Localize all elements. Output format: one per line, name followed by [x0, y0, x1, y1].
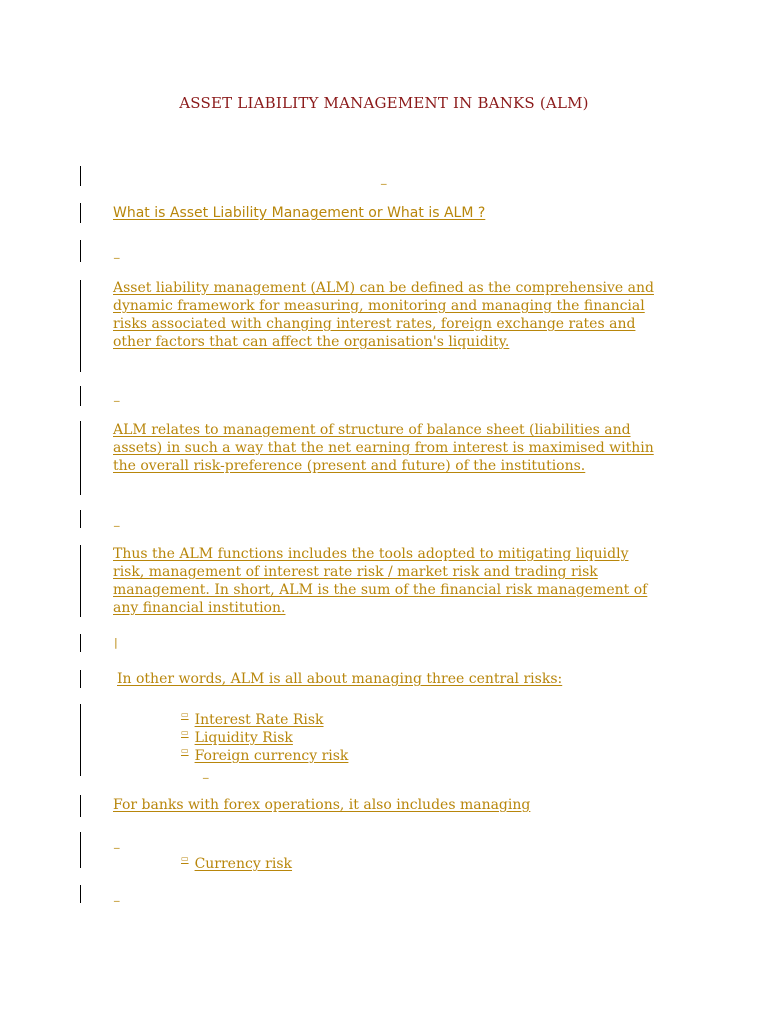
bullet-icon: ▭	[181, 746, 189, 755]
forex-list-item	[181, 850, 292, 873]
margin-bar	[80, 386, 81, 406]
bullet-icon: ▭	[181, 854, 189, 863]
risk-label: Liquidity Risk	[194, 730, 293, 746]
paragraph-alm-functions: Thus the ALM functions includes the tools adopted to mitigating liquidly risk, management of interest rate risk / market risk and trading risk management. In short, ALM is the sum of the financial risk management of any financial institution.	[113, 546, 648, 616]
empty-paragraph-mark: _	[114, 514, 120, 527]
margin-bar	[80, 832, 81, 868]
risk-list-item	[181, 742, 348, 765]
margin-bar	[80, 545, 81, 617]
margin-bar	[80, 885, 81, 903]
empty-paragraph-mark: _	[114, 889, 120, 902]
risk-label: Foreign currency risk	[194, 748, 349, 764]
margin-bar	[80, 670, 81, 688]
document-title: ASSET LIABILITY MANAGEMENT IN BANKS (ALM)	[179, 94, 589, 112]
empty-paragraph-mark: |	[114, 636, 118, 649]
empty-paragraph-mark: _	[114, 389, 120, 402]
margin-bar	[80, 240, 81, 262]
forex-label: Currency risk	[194, 856, 293, 872]
margin-bar	[80, 203, 81, 223]
bullet-icon: ▭	[181, 710, 189, 719]
margin-bar	[80, 280, 81, 372]
margin-bar	[80, 795, 81, 817]
empty-paragraph-mark: _	[203, 766, 209, 779]
empty-paragraph-mark: _	[114, 246, 120, 259]
empty-paragraph-mark: _	[381, 172, 387, 185]
margin-bar	[80, 421, 81, 495]
empty-paragraph-mark: _	[114, 836, 120, 849]
margin-bar	[80, 704, 81, 776]
risk-label: Interest Rate Risk	[194, 712, 324, 728]
forex-intro: For banks with forex operations, it also includes managing	[113, 797, 531, 813]
margin-bar	[80, 634, 81, 652]
margin-bar	[80, 510, 81, 528]
section-heading: What is Asset Liability Management or What is ALM ?	[113, 205, 486, 221]
paragraph-alm-definition: Asset liability management (ALM) can be defined as the comprehensive and dynamic framework for measuring, monitoring and managing the financial risks associated with changing interest rates, foreign exchange rates and other factors that can affect the organisation's liquidity.	[113, 280, 654, 350]
bullet-icon: ▭	[181, 728, 189, 737]
paragraph-alm-balance-sheet: ALM relates to management of structure of balance sheet (liabilities and assets) in such a way that the net earning from interest is maximised within the overall risk-preference (present and future) of the institutions.	[113, 422, 654, 474]
margin-bar	[80, 166, 81, 186]
risks-intro: In other words, ALM is all about managing three central risks:	[117, 671, 563, 687]
